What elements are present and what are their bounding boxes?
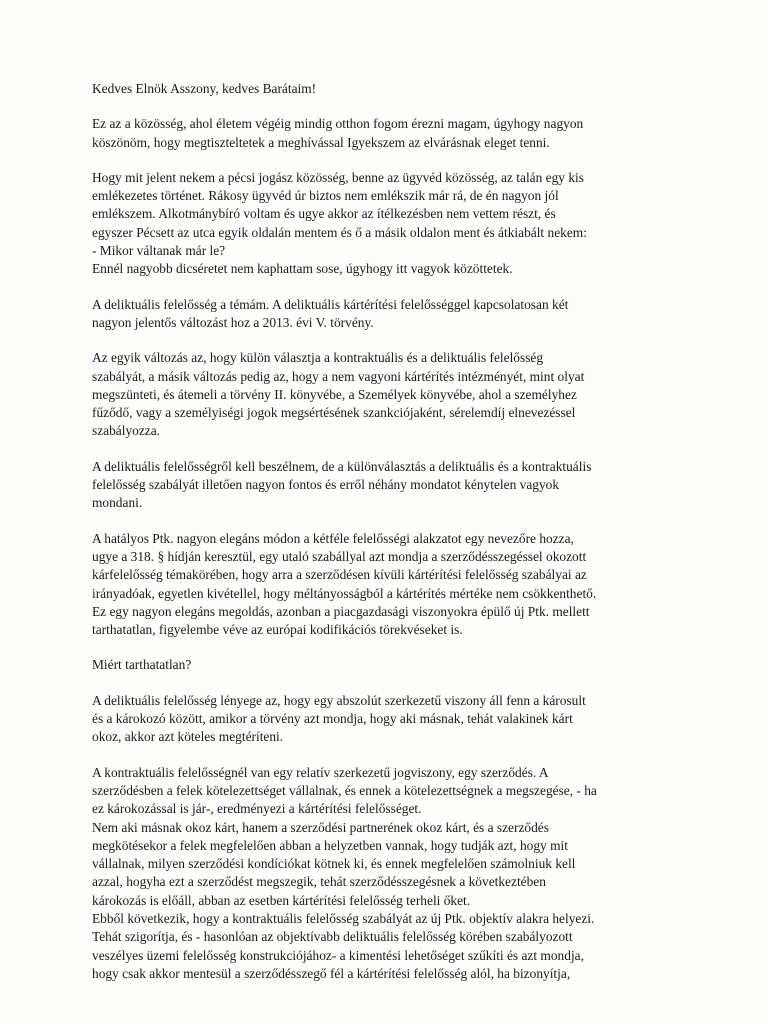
text-line: fűződő, vagy a személyiségi jogok megsértésének szankciójaként, sérelemdíj elnevezéssel <box>92 405 576 421</box>
text-line: azzal, hogyha ezt a szerződést megszegik, tehát szerződésszegésnek a következtében <box>92 874 546 890</box>
text-line: Nem aki másnak okoz kárt, hanem a szerződési partnerének okoz kárt, és a szerződés <box>92 819 549 835</box>
text-line: és a károkozó között, amikor a törvény azt mondja, hogy aki másnak, tehát valakinek kárt <box>92 711 573 727</box>
text-line: Ez egy nagyon elegáns megoldás, azonban a piacgazdasági viszonyokra épülő új Ptk. mellett <box>92 603 590 619</box>
text-line: - Mikor váltanak már le? <box>92 243 226 259</box>
text-line: Ennél nagyobb dicséretet nem kaphattam sose, úgyhogy itt vagyok közöttetek. <box>92 261 513 277</box>
text-line: egyszer Pécsett az utca egyik oldalán mentem és ő a másik oldalon ment és átkiabált nekem: <box>92 224 587 240</box>
text-line: A deliktuális felelősség lényege az, hogy egy abszolút szerkezetű viszony áll fenn a károsult <box>92 692 586 708</box>
paragraph-list <box>92 115 692 983</box>
text-line: emlékszem. Alkotmánybíró voltam és ugye akkor az ítélkezésben nem vettem részt, és <box>92 206 556 222</box>
text-line: Ez az a közösség, ahol életem végéig mindig otthon fogom érezni magam, úgyhogy nagyon <box>92 116 584 132</box>
text-line: mondani. <box>92 495 143 511</box>
text-line: tarthatatlan, figyelembe véve az európai kodifikációs törekvéseket is. <box>92 622 463 638</box>
text-line: köszönöm, hogy megtiszteltetek a meghívással Igyekszem az elvárásnak eleget tenni. <box>92 134 550 150</box>
text-line: Tehát szigorítja, és - hasonlóan az objektívabb deliktuális felelősség körében szabályozott <box>92 929 573 945</box>
paragraph <box>92 115 692 152</box>
text-line: ugye a 318. § hídján keresztül, egy utaló szabállyal azt mondja a szerződésszegéssel okozott <box>92 548 587 564</box>
text-line: megszünteti, és átemeli a törvény II. könyvébe, a Személyek könyvébe, ahol a személyhez <box>92 386 577 402</box>
text-line: A kontraktuális felelősségnél van egy relatív szerkezetű jogviszony, egy szerződés. A <box>92 764 549 780</box>
text-line: szerződésben a felek kötelezettséget vállalnak, és ennek a kötelezettségnek a megszegése, - ha <box>92 782 597 798</box>
text-line: megkötésekor a felek megfelelően abban a helyzetben vannak, hogy tudják azt, hogy mit <box>92 837 568 853</box>
text-line: vállalnak, milyen szerződési kondíciókat kötnek ki, és ennek megfelelően számolniuk kell <box>92 856 576 872</box>
text-line: károkozás is előáll, abban az esetben kártérítési felelősség terheli őket. <box>92 892 471 908</box>
text-line: szabályát, a másik változás pedig az, hogy a nem vagyoni kártérítés intézményét, mint olyat <box>92 368 585 384</box>
text-line: Ebből következik, hogy a kontraktuális felelősség szabályát az új Ptk. objektív alakra helyezi. <box>92 910 595 926</box>
text-line: okoz, akkor azt köteles megtéríteni. <box>92 729 284 745</box>
greeting <box>92 80 692 98</box>
text-line: veszélyes üzemi felelősség konstrukciójához- a kimentési lehetőséget szűkíti és azt mondja, <box>92 947 584 963</box>
text-line: ez károkozással is jár-, eredményezi a kártérítési felelősséget. <box>92 801 422 817</box>
paragraph <box>92 349 692 440</box>
text-line: irányadóak, egyetlen kivétellel, hogy méltányosságból a kártérítés mértéke nem csökkenthető. <box>92 585 597 601</box>
text-line: Az egyik változás az, hogy külön választja a kontraktuális és a deliktuális felelősség <box>92 350 544 366</box>
text-line: A deliktuális felelősség a témám. A deliktuális kártérítési felelősséggel kapcsolatosan két <box>92 296 569 312</box>
document-body <box>92 80 692 1000</box>
paragraph <box>92 656 692 674</box>
paragraph <box>92 169 692 279</box>
paragraph <box>92 764 692 984</box>
paragraph <box>92 296 692 333</box>
text-line: hogy csak akkor mentesül a szerződésszegő fél a kártérítési felelősség alól, ha bizonyítja, <box>92 965 571 981</box>
paragraph <box>92 692 692 747</box>
greeting-line: Kedves Elnök Asszony, kedves Barátaim! <box>92 81 317 96</box>
text-line: Hogy mit jelent nekem a pécsi jogász közösség, benne az ügyvéd közösség, az talán egy kis <box>92 169 584 185</box>
paragraph <box>92 530 692 640</box>
text-line: A hatályos Ptk. nagyon elegáns módon a kétféle felelősségi alakzatot egy nevezőre hozza, <box>92 530 574 546</box>
text-line: Miért tarthatatlan? <box>92 657 192 673</box>
text-line: kárfelelősség témakörében, hogy arra a szerződésen kívüli kártérítési felelősség szabályai az <box>92 567 587 583</box>
text-line: emlékezetes történet. Rákosy ügyvéd úr biztos nem emlékszik már rá, de én nagyon jól <box>92 188 559 204</box>
text-line: A deliktuális felelősségről kell beszélnem, de a különválasztás a deliktuális és a kontraktuális <box>92 458 592 474</box>
text-line: szabályozza. <box>92 423 161 439</box>
text-line: felelősség szabályát illetően nagyon fontos és erről néhány mondatot kénytelen vagyok <box>92 477 560 493</box>
paragraph <box>92 458 692 513</box>
text-line: nagyon jelentős változást hoz a 2013. évi V. törvény. <box>92 314 374 330</box>
